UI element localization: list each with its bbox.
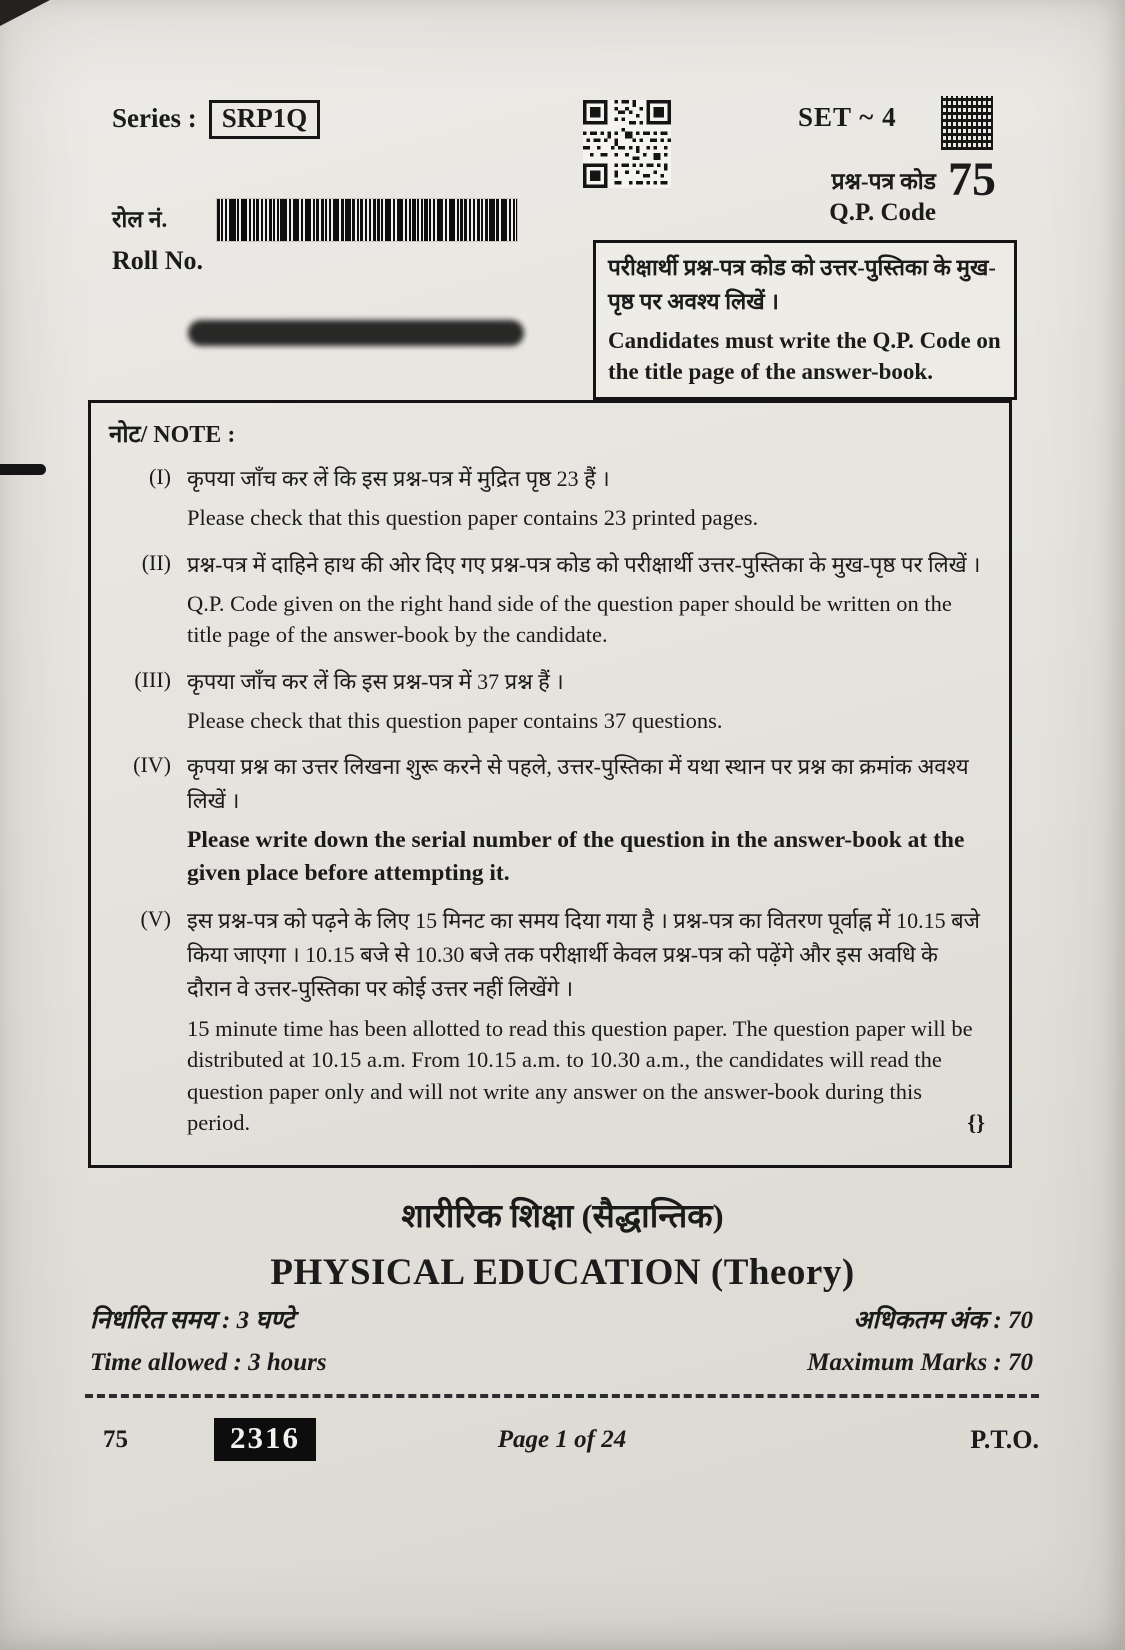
note-item-hindi: कृपया जाँच कर लें कि इस प्रश्न-पत्र में मुद्रित पृष्ठ 23 हैं । <box>187 466 610 491</box>
roll-number-block <box>112 202 203 276</box>
qp-code-value: 75 <box>948 153 996 206</box>
time-marks-row <box>90 1302 1033 1377</box>
note-item-1 <box>109 462 985 548</box>
note-item-english: Please check that this question paper contains 37 questions. <box>187 707 723 733</box>
edge-mark-artifact <box>0 464 46 475</box>
candidate-note-hindi: परीक्षार्थी प्रश्न-पत्र कोड को उत्तर-पुस्तिका के मुख-पृष्ठ पर अवश्य लिखें । <box>608 255 996 314</box>
series-code: SRP1Q <box>209 100 321 139</box>
roll-label-hindi: रोल नं. <box>112 207 168 232</box>
dashed-separator <box>85 1394 1039 1398</box>
subject-title-english: PHYSICAL EDUCATION (Theory) <box>270 1252 855 1293</box>
scan-smudge-artifact <box>188 320 524 346</box>
note-item-4 <box>109 750 985 904</box>
footer-center-code: 2316 <box>214 1418 316 1461</box>
note-item-english-text: 15 minute time has been allotted to read this question paper. The question paper will be distributed at 10.15 a.m. From 10.15 a.m. to 10.30 a.m., the candidates will read the question paper only and will not write any answer on the answer-book during this period. <box>187 1015 973 1136</box>
note-item-hindi: इस प्रश्न-पत्र को पढ़ने के लिए 15 मिनट का समय दिया गया है । प्रश्न-पत्र का वितरण पूर्वाह्न में 10.15 बजे किया जाएगा । 10.15 बजे से 10.30 बजे तक परीक्षार्थी केवल प्रश्न-पत्र को पढ़ेंगे और इस अवधि के दौरान वे उत्तर-पुस्तिका पर कोई उत्तर नहीं लिखेंगे । <box>187 908 980 1002</box>
maximum-marks-english: Maximum Marks : 70 <box>807 1349 1033 1376</box>
note-item-body <box>187 462 985 548</box>
roll-number-barcode-icon <box>216 198 518 242</box>
note-item-hindi: कृपया जाँच कर लें कि इस प्रश्न-पत्र में 37 प्रश्न हैं । <box>187 668 564 694</box>
note-item-2 <box>109 548 985 665</box>
curly-braces-mark: {} <box>967 1110 985 1136</box>
note-item-english: Please write down the serial number of the question in the answer-book at the given place before attempting it. <box>187 827 965 887</box>
note-item-number: (I) <box>149 464 171 489</box>
note-item-hindi: कृपया प्रश्न का उत्तर लिखना शुरू करने से पहले, उत्तर-पुस्तिका में यथा स्थान पर प्रश्न का क्रमांक अवश्य लिखें । <box>187 754 969 814</box>
note-item-5 <box>109 904 985 1152</box>
time-allowed-hindi: निर्धारित समय : 3 घण्टे <box>90 1307 295 1334</box>
series <box>112 100 320 139</box>
note-item-english: Q.P. Code given on the right hand side of the question paper should be written on the title page of the answer-book by the candidate. <box>187 590 952 648</box>
maximum-marks-hindi: अधिकतम अंक : 70 <box>853 1307 1033 1334</box>
series-label: Series : <box>112 103 197 133</box>
note-item-body <box>187 750 985 904</box>
note-item-english <box>187 1013 985 1139</box>
footer-paper-code: 75 <box>103 1425 128 1453</box>
set-label: SET ~ 4 <box>798 102 897 132</box>
time-allowed <box>90 1302 327 1377</box>
note-item-body <box>187 665 985 751</box>
qp-code-label-hindi: प्रश्न-पत्र कोड <box>831 169 936 194</box>
candidate-note-english: Candidates must write the Q.P. Code on the title page of the answer-book. <box>608 327 1001 384</box>
micro-barcode-icon <box>941 96 993 150</box>
note-item-number: (III) <box>134 666 171 692</box>
note-box <box>88 400 1012 1168</box>
note-item-hindi: प्रश्न-पत्र में दाहिने हाथ की ओर दिए गए प्रश्न-पत्र कोड को परीक्षार्थी उत्तर-पुस्तिका के मुख-पृष्ठ पर लिखें । <box>187 551 981 577</box>
footer-pto: P.T.O. <box>970 1424 1039 1454</box>
candidate-instruction-box <box>593 240 1017 400</box>
footer-page-number: Page 1 of 24 <box>497 1425 627 1453</box>
qp-code-block <box>756 164 936 227</box>
note-item-english: Please check that this question paper contains 23 printed pages. <box>187 505 759 531</box>
maximum-marks <box>807 1302 1033 1377</box>
note-heading: नोट/ NOTE : <box>109 422 236 448</box>
note-item-3 <box>109 665 985 751</box>
subject-title-hindi: शारीरिक शिक्षा (सैद्धान्तिक) <box>401 1199 724 1235</box>
qr-code-icon <box>583 100 671 188</box>
page-corner-artifact <box>0 0 50 26</box>
roll-label-english: Roll No. <box>112 246 203 275</box>
note-item-number: (IV) <box>133 752 171 778</box>
qp-code-label-english: Q.P. Code <box>829 199 936 226</box>
footer <box>85 1418 1039 1461</box>
note-item-body <box>187 904 985 1152</box>
time-allowed-english: Time allowed : 3 hours <box>90 1349 327 1376</box>
title-block <box>0 1192 1125 1294</box>
note-item-number: (II) <box>141 549 171 575</box>
note-item-number: (V) <box>140 906 171 932</box>
note-item-body <box>187 548 985 665</box>
